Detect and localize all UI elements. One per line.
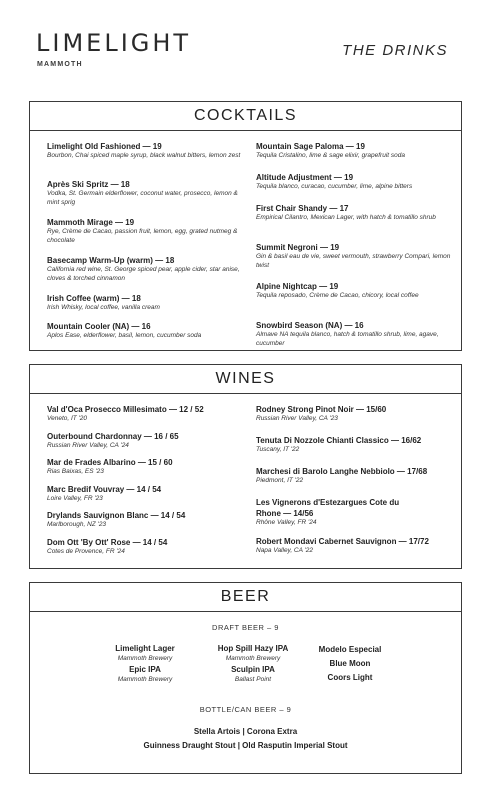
menu-item bbox=[256, 141, 456, 172]
menu-item bbox=[256, 435, 456, 466]
item-description: Marlborough, NZ '23 bbox=[47, 521, 107, 528]
item-name: Mountain Sage Paloma — 19 bbox=[256, 142, 365, 151]
cocktails-left-column bbox=[47, 141, 247, 359]
menu-item bbox=[256, 404, 456, 435]
brewery-name: Mammoth Brewery bbox=[117, 676, 173, 683]
beer-name: Limelight Lager bbox=[115, 644, 175, 653]
beer-name: Hop Spill Hazy IPA bbox=[217, 644, 289, 653]
item-name: Rodney Strong Pinot Noir — 15/60 bbox=[256, 405, 387, 414]
section-heading: BEER bbox=[30, 583, 461, 612]
draft-beer-column-2 bbox=[198, 643, 308, 685]
item-name: Snowbird Season (NA) — 16 bbox=[256, 321, 364, 330]
item-name: Dom Ott 'By Ott' Rose — 14 / 54 bbox=[47, 537, 168, 547]
beer-name: Coors Light bbox=[327, 673, 373, 682]
header bbox=[0, 0, 486, 90]
item-description: Vodka, St. Germain elderflower, coconut water, prosecco, lemon & mint sprig bbox=[47, 190, 238, 206]
item-name: Summit Negroni — 19 bbox=[256, 243, 340, 252]
item-name: Marchesi di Barolo Langhe Nebbiolo — 17/68 bbox=[256, 467, 428, 476]
menu-item bbox=[256, 281, 456, 320]
item-description: Loire Valley, FR '23 bbox=[47, 494, 103, 502]
item-description: Tuscany, IT '22 bbox=[256, 446, 300, 453]
item-description: Rhône Valley, FR '24 bbox=[256, 519, 317, 526]
menu-item bbox=[47, 484, 247, 511]
menu-item bbox=[47, 321, 247, 359]
menu-item bbox=[47, 255, 247, 293]
item-name: Marc Bredif Vouvray — 14 / 54 bbox=[47, 484, 162, 494]
brand-logo: LIMELIGHT bbox=[36, 29, 192, 57]
bottle-beer-list: Guinness Draught Stout | Old Rasputin Imperial Stout bbox=[143, 741, 348, 750]
menu-item bbox=[256, 497, 456, 536]
item-name: Mammoth Mirage — 19 bbox=[47, 218, 135, 227]
item-name: Limelight Old Fashioned — 19 bbox=[47, 142, 162, 151]
menu-item bbox=[47, 457, 247, 484]
item-description: Gin & basil eau de vie, sweet vermouth, strawberry Compari, lemon twist bbox=[256, 253, 451, 269]
bottle-beer-heading: BOTTLE/CAN BEER – 9 bbox=[199, 705, 292, 714]
menu-item bbox=[47, 217, 247, 255]
item-name: Mar de Frades Albarino — 15 / 60 bbox=[47, 458, 173, 467]
wines-section bbox=[29, 364, 462, 569]
brewery-name: Mammoth Brewery bbox=[117, 655, 173, 662]
item-name: Altitude Adjustment — 19 bbox=[256, 173, 354, 182]
item-name: First Chair Shandy — 17 bbox=[256, 204, 349, 213]
item-name: Les Vignerons d'Estezargues Cote du Rhone — 14/56 bbox=[256, 498, 400, 518]
item-description: Aplos Ease, elderflower, basil, lemon, cucumber soda bbox=[47, 332, 202, 339]
item-description: Tequila blanco, curacao, cucumber, lime, alpine bitters bbox=[256, 183, 413, 190]
item-name: Tenuta Di Nozzole Chianti Classico — 16/62 bbox=[256, 436, 422, 445]
item-description: Tequila reposado, Crème de Cacao, chicory, local coffee bbox=[256, 292, 419, 299]
item-description: Piedmont, IT '22 bbox=[256, 477, 304, 484]
menu-item bbox=[47, 293, 247, 321]
beer-name: Modelo Especial bbox=[318, 645, 382, 654]
section-heading: WINES bbox=[30, 365, 461, 394]
item-name: Outerbound Chardonnay — 16 / 65 bbox=[47, 431, 179, 441]
brand-location: MAMMOTH bbox=[37, 61, 83, 68]
menu-item bbox=[256, 320, 456, 351]
section-heading: COCKTAILS bbox=[30, 102, 461, 131]
brewery-name: Mammoth Brewery bbox=[225, 655, 281, 662]
item-description: Cotes de Provence, FR '24 bbox=[47, 547, 125, 555]
item-description: Empirical Cilantro, Mexican Lager, with hatch & tomatillo shrub bbox=[256, 214, 436, 221]
item-description: Russian River Valley, CA '23 bbox=[256, 415, 338, 422]
item-name: Mountain Cooler (NA) — 16 bbox=[47, 322, 151, 331]
item-description: Rye, Crème de Cacao, passion fruit, lemon, egg, grated nutmeg & chocolate bbox=[47, 228, 238, 244]
menu-item bbox=[256, 203, 456, 242]
item-description: Russian River Valley, CA '24 bbox=[47, 441, 129, 449]
item-name: Basecamp Warm-Up (warm) — 18 bbox=[47, 256, 175, 265]
wines-left-column bbox=[47, 404, 247, 563]
bottle-beer-list: Stella Artois | Corona Extra bbox=[193, 727, 298, 736]
menu-item bbox=[47, 431, 247, 458]
menu-item bbox=[47, 510, 247, 537]
item-name: Val d'Oca Prosecco Millesimato — 12 / 52 bbox=[47, 405, 204, 414]
beer-name: Blue Moon bbox=[329, 659, 371, 668]
item-description: Veneto, IT '20 bbox=[47, 415, 88, 422]
item-name: Drylands Sauvignon Blanc — 14 / 54 bbox=[47, 511, 186, 520]
menu-item bbox=[256, 172, 456, 203]
draft-beer-column-3 bbox=[300, 643, 400, 685]
item-name: Irish Coffee (warm) — 18 bbox=[47, 294, 141, 303]
item-name: Robert Mondavi Cabernet Sauvignon — 17/72 bbox=[256, 537, 429, 546]
page-title: THE DRINKS bbox=[342, 42, 448, 59]
item-description: Almave NA tequila blanco, hatch & tomatillo shrub, lime, agave, cucumber bbox=[256, 331, 439, 347]
draft-beer-column-1 bbox=[90, 643, 200, 685]
item-description: Napa Valley, CA '22 bbox=[256, 547, 314, 554]
item-description: California red wine, St. George spiced pear, apple cider, star anise, cloves & torched cinnamon bbox=[47, 266, 240, 282]
menu-item bbox=[47, 404, 247, 431]
menu-item bbox=[256, 536, 456, 567]
item-name: Alpine Nightcap — 19 bbox=[256, 282, 339, 291]
item-description: Bourbon, Chai spiced maple syrup, black walnut bitters, lemon zest bbox=[47, 152, 241, 159]
menu-item bbox=[47, 141, 247, 179]
item-description: Rias Baixas, ES '23 bbox=[47, 468, 104, 475]
draft-beer-heading: DRAFT BEER – 9 bbox=[212, 623, 279, 632]
menu-item bbox=[256, 242, 456, 281]
wines-right-column bbox=[256, 404, 456, 567]
beer-name: Epic IPA bbox=[129, 665, 161, 674]
menu-item bbox=[47, 179, 247, 217]
menu-item bbox=[256, 466, 456, 497]
beer-section bbox=[29, 582, 462, 774]
cocktails-section bbox=[29, 101, 462, 351]
item-name: Après Ski Spritz — 18 bbox=[47, 180, 130, 189]
item-description: Irish Whisky, local coffee, vanilla cream bbox=[47, 304, 160, 311]
brewery-name: Ballast Point bbox=[234, 676, 272, 683]
menu-item bbox=[47, 537, 247, 564]
cocktails-right-column bbox=[256, 141, 456, 351]
beer-name: Sculpin IPA bbox=[231, 665, 275, 674]
item-description: Tequila Cristalino, lime & sage elixir, grapefruit soda bbox=[256, 152, 405, 159]
